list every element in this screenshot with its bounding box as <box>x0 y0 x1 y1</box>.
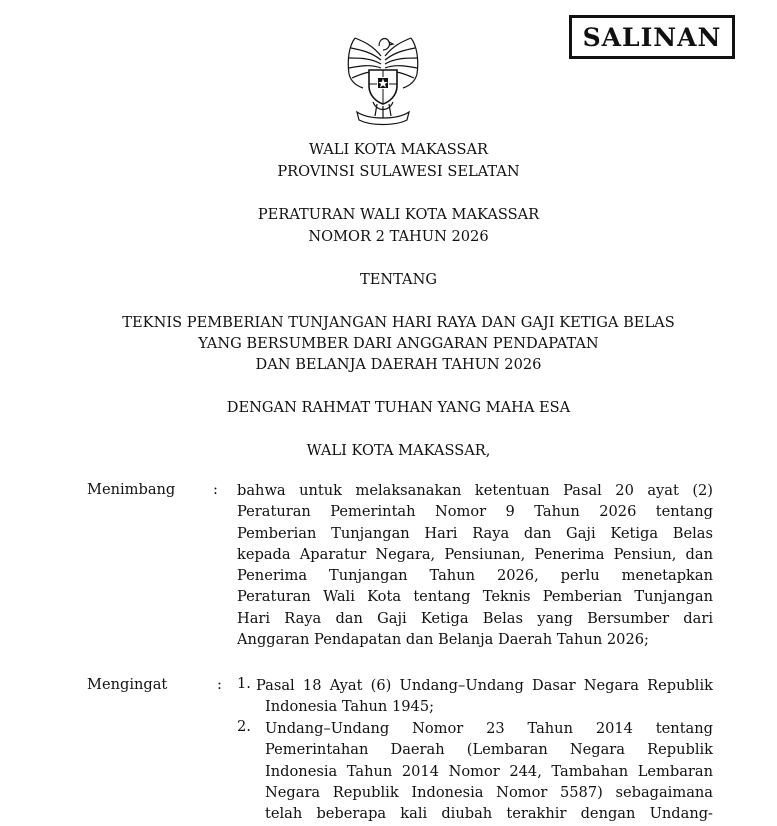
mengingat-item-number: 1. <box>237 675 251 692</box>
preamble-grace: DENGAN RAHMAT TUHAN YANG MAHA ESA <box>226 399 571 416</box>
regulation-subject-line: YANG BERSUMBER DARI ANGGARAN PENDAPATAN <box>198 335 599 352</box>
menimbang-line: Pemberian Tunjangan Hari Raya dan Gaji Ketiga Belas <box>237 524 713 542</box>
header-line-1: WALI KOTA MAKASSAR <box>308 141 489 158</box>
mengingat-colon: : <box>217 676 222 693</box>
regulation-subject-line: DAN BELANJA DAERAH TAHUN 2026 <box>255 356 542 373</box>
mengingat-item-line: telah beberapa kali diubah terakhir dengan Undang- <box>265 805 713 823</box>
regulation-subject-line: TEKNIS PEMBERIAN TUNJANGAN HARI RAYA DAN GAJI KETIGA BELAS <box>122 314 675 331</box>
menimbang-line: Penerima Tunjangan Tahun 2026, perlu menetapkan <box>237 567 713 585</box>
menimbang-line: bahwa untuk melaksanakan ketentuan Pasal 20 ayat (2) <box>237 482 713 499</box>
mengingat-label: Mengingat <box>87 676 168 693</box>
preamble-authority: WALI KOTA MAKASSAR, <box>306 442 491 459</box>
mengingat-item-1 <box>265 696 713 717</box>
menimbang-colon: : <box>213 481 218 498</box>
mengingat-item-line: Indonesia Tahun 1945; <box>265 698 435 715</box>
menimbang-line: Hari Raya dan Gaji Ketiga Belas yang Bersumber dari <box>237 609 713 627</box>
menimbang-paragraph <box>237 480 713 650</box>
header-line-2: PROVINSI SULAWESI SELATAN <box>277 163 520 180</box>
menimbang-line: Peraturan Pemerintah Nomor 9 Tahun 2026 tentang <box>237 503 713 521</box>
menimbang-line: Peraturan Wali Kota tentang Teknis Pemberian Tunjangan <box>237 588 713 606</box>
salinan-stamp: SALINAN <box>569 15 735 59</box>
menimbang-line: kepada Aparatur Negara, Pensiunan, Penerima Pensiun, dan <box>237 545 713 563</box>
mengingat-item-line: Negara Republik Indonesia Nomor 5587) sebagaimana <box>265 783 713 801</box>
mengingat-item-line: Undang–Undang Nomor 23 Tahun 2014 tentang <box>265 720 713 737</box>
regulation-title: PERATURAN WALI KOTA MAKASSAR <box>257 206 540 223</box>
menimbang-label: Menimbang <box>87 481 176 498</box>
regulation-about: TENTANG <box>359 271 438 288</box>
menimbang-line: Anggaran Pendapatan dan Belanja Daerah Tahun 2026; <box>237 631 649 649</box>
mengingat-item-line: Pasal 18 Ayat (6) Undang–Undang Dasar Negara Republik <box>256 677 713 694</box>
regulation-number: NOMOR 2 TAHUN 2026 <box>308 228 489 245</box>
mengingat-item-line: Indonesia Tahun 2014 Nomor 244, Tambahan Lembaran <box>265 762 713 780</box>
mengingat-item-line: Pemerintahan Daerah (Lembaran Negara Republik <box>265 741 713 759</box>
mengingat-item-number: 2. <box>237 718 251 735</box>
garuda-emblem-icon <box>343 16 423 128</box>
mengingat-item-2 <box>265 718 713 824</box>
